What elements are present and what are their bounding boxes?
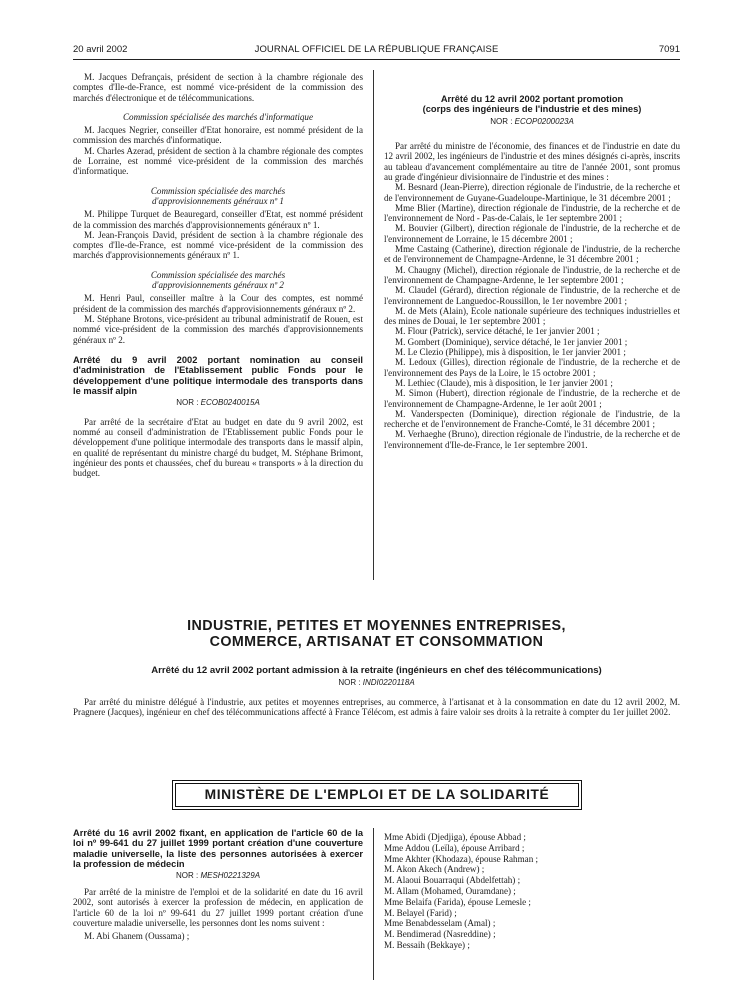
list-item: Mme Akhter (Khodaza), épouse Rahman ; <box>384 853 539 864</box>
ministry-heading: INDUSTRIE, PETITES ET MOYENNES ENTREPRISES, COMMERCE, ARTISANAT ET CONSOMMATION <box>187 618 566 650</box>
list-item: M. Bessaih (Bekkaye) ; <box>384 939 470 950</box>
header-page-number: 7091 <box>658 44 680 55</box>
paragraph: Par arrêté du ministre délégué à l'industrie, aux petites et moyennes entreprises, au commerce, à l'artisanat et à la consommation en date du 12 avril 2002, M. Pragnere (Jacques), ingénieur en chef des télécommunications affecté à France Télécom, est admis à faire valoir ses droits à la retraite à compter du 1er juillet 2002. <box>73 696 680 717</box>
list-item: Mme Castaing (Catherine), direction régionale de l'industrie, de la recherche et de l'environnement de Champagne-Ardenne, le 31 décembre 2001 ; <box>384 244 680 265</box>
nor-reference: NOR : INDI0220118A <box>338 678 415 688</box>
list-item: M. Abi Ghanem (Oussama) ; <box>84 931 190 942</box>
list-item: M. Allam (Mohamed, Ouramdane) ; <box>384 885 516 896</box>
list-item: Mme Addou (Leïla), épouse Arribard ; <box>384 842 525 853</box>
list-item: M. Bouvier (Gilbert), direction régionale de l'industrie, de la recherche et de l'environnement de Lorraine, le 15 décembre 2001 ; <box>384 223 680 244</box>
paragraph: M. Philippe Turquet de Beauregard, conseiller d'Etat, est nommé président de la commission des marchés d'approvisionnements généraux nº 1. <box>73 209 363 230</box>
paragraph: M. Jean-François David, président de section à la chambre régionale des comptes d'Ile-de-France, est nommé vice-président de la commission des marchés d'approvisionnements généraux nº 1. <box>73 229 363 261</box>
section-subtitle: Commission spécialisée des marchés d'informatique <box>122 111 314 122</box>
retraite-section <box>73 666 680 717</box>
list-item: M. Besnard (Jean-Pierre), direction régionale de l'industrie, de la recherche et de l'environnement de Guyane-Guadeloupe-Martinique, le 31 décembre 2001 ; <box>384 182 680 203</box>
column-divider <box>373 70 374 580</box>
page-header <box>73 44 680 58</box>
list-item: Mme Benabdesselam (Amal) ; <box>384 918 496 929</box>
paragraph: Par arrêté de la ministre de l'emploi et de la solidarité en date du 16 avril 2002, sont autorisés à exercer la profession de médecin, en application de l'article 60 de la loi nº 99-641 du 27 juillet 1999 portant création d'une couverture maladie universelle, les personnes dont les noms suivent : <box>73 886 363 928</box>
nor-reference: NOR : MESH0221329A <box>175 870 261 880</box>
column-divider <box>373 828 374 980</box>
paragraph: M. Henri Paul, conseiller maître à la Cour des comptes, est nommé président de la commission des marchés d'approvisionnements généraux nº 2. <box>73 293 363 314</box>
arrete-title: Arrêté du 16 avril 2002 fixant, en application de l'article 60 de la loi nº 99-641 du 27 juillet 1999 portant création d'une couverture maladie universelle, la liste des personnes autorisées à exercer la profession de médecin <box>73 828 363 870</box>
list-item: M. Chaugny (Michel), direction régionale de l'industrie, de la recherche et de l'environnement de Champagne-Ardenne, le 1er septembre 2001 ; <box>384 264 680 285</box>
list-item: M. Belayel (Farid) ; <box>384 907 457 918</box>
list-item: M. Claudel (Gérard), direction régionale de l'industrie, de la recherche et de l'environnement de Languedoc-Roussillon, le 1er novembre 2001 ; <box>384 285 680 306</box>
header-journal-title: JOURNAL OFFICIEL DE LA RÉPUBLIQUE FRANÇAISE <box>254 44 499 55</box>
arrete-title: Arrêté du 12 avril 2002 portant promotion (corps des ingénieurs de l'industrie et des mines) <box>422 94 642 115</box>
list-item: M. Alaoui Bouarraqui (Abdelfettah) ; <box>384 875 521 886</box>
list-item: M. Simon (Hubert), direction régionale de l'industrie, de la recherche et de l'environnement de Champagne-Ardenne, le 1er août 2001 ; <box>384 388 680 409</box>
list-item: M. Gombert (Dominique), service détaché, le 1er janvier 2001 ; <box>395 336 628 347</box>
cmu-left-column <box>73 828 363 941</box>
list-item: M. Flour (Patrick), service détaché, le 1er janvier 2001 ; <box>395 326 600 337</box>
paragraph: M. Jacques Negrier, conseiller d'Etat honoraire, est nommé président de la commission des marchés d'informatique. <box>73 125 363 146</box>
list-item: Mme Belaifa (Farida), épouse Lemesle ; <box>384 896 531 907</box>
list-item: M. Verhaeghe (Bruno), direction régionale de l'industrie, de la recherche et de l'environnement d'Ile-de-France, le 1er septembre 2001. <box>384 429 680 450</box>
cmu-names-list <box>384 832 680 951</box>
list-item: M. Ledoux (Gilles), direction régionale de l'industrie, de la recherche et de l'environnement des Pays de la Loire, le 15 octobre 2001 ; <box>384 357 680 378</box>
section-subtitle: Commission spécialisée des marchés d'approvisionnements généraux nº 2 <box>150 269 286 291</box>
list-item: Mme Abidi (Djedjiga), épouse Abbad ; <box>384 832 526 842</box>
arrete-title: Arrêté du 12 avril 2002 portant admission à la retraite (ingénieurs en chef des télécommunications) <box>151 665 602 676</box>
list-item: M. Le Clezio (Philippe), mis à disposition, le 1er janvier 2001 ; <box>395 347 626 358</box>
ministry-heading-boxed: MINISTÈRE DE L'EMPLOI ET DE LA SOLIDARITÉ <box>175 783 579 807</box>
list-item: M. Lethiec (Claude), mis à disposition, le 1er janvier 2001 ; <box>395 377 613 388</box>
section-subtitle: Commission spécialisée des marchés d'approvisionnements généraux nº 1 <box>150 185 286 206</box>
nor-reference: NOR : ECOB0240015A <box>176 398 260 408</box>
list-item: M. Vanderspecten (Dominique), direction régionale de l'industrie, de la recherche et de l'environnement de Franche-Comté, le 31 décembre 2001 ; <box>384 408 680 430</box>
right-column <box>384 94 680 450</box>
list-item: M. Akon Akech (Andrew) ; <box>384 864 485 875</box>
paragraph: Par arrêté de la secrétaire d'Etat au budget en date du 9 avril 2002, est nommé au conseil d'administration de l'Etablissement public Fonds pour le développement d'une politique intermodale des transports dans le massif alpin, en qualité de représentant du ministre chargé du budget, M. Stéphane Brimont, ingénieur des ponts et chaussées, chef du bureau « transports » à la direction du budget. <box>73 416 363 479</box>
paragraph: M. Stéphane Brotons, vice-président au tribunal administratif de Rouen, est nommé vice-président de la commission des marchés d'approvisionnements généraux nº 2. <box>73 313 363 345</box>
nor-reference: NOR : ECOP0200023A <box>490 116 574 126</box>
paragraph: Par arrêté du ministre de l'économie, des finances et de l'industrie en date du 12 avril 2002, les ingénieurs de l'industrie et des mines désignés ci-après, inscrits au tableau d'avancement complémentaire au titre de l'année 2001, sont promus au grade d'ingénieur divisionnaire de l'industrie et des mines : <box>384 141 680 182</box>
header-rule <box>73 59 680 60</box>
list-item: M. de Mets (Alain), Ecole nationale supérieure des techniques industrielles et des mines de Douai, le 1er septembre 2001 ; <box>384 305 680 327</box>
paragraph: M. Charles Azerad, président de section à la chambre régionale des comptes de Lorraine, est nommé vice-président de la commission des marchés d'informatique. <box>73 145 363 177</box>
arrete-title: Arrêté du 9 avril 2002 portant nomination au conseil d'administration de l'Etablissement public Fonds pour le développement d'une politique intermodale des transports dans le massif alpin <box>73 354 363 397</box>
header-date: 20 avril 2002 <box>73 44 128 55</box>
list-item: M. Bendimerad (Nasreddine) ; <box>384 929 496 940</box>
paragraph: M. Jacques Defrançais, président de section à la chambre régionale des comptes d'Ile-de-France, est nommé vice-président de la commission des marchés d'électronique et de télécommunications. <box>73 72 363 103</box>
left-column <box>73 72 363 479</box>
list-item: Mme Blier (Martine), direction régionale de l'industrie, de la recherche et de l'environnement de Nord - Pas-de-Calais, le 1er septembre 2001 ; <box>384 202 680 224</box>
